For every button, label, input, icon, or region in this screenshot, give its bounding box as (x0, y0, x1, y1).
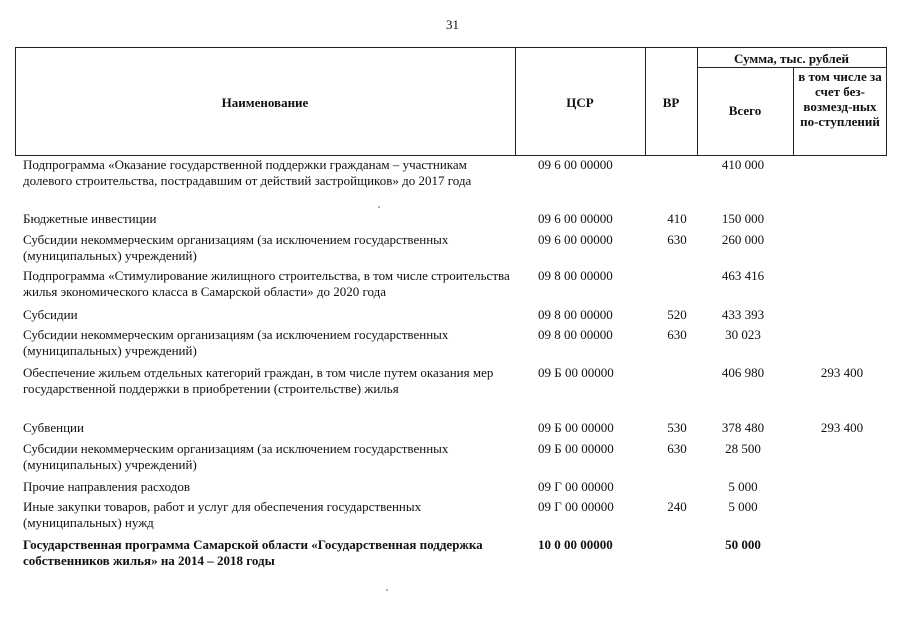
row-csr: 09 6 00 00000 (538, 232, 613, 247)
row-total: 406 980 (721, 365, 765, 380)
row-vr: 410 (667, 211, 687, 226)
row-csr: 09 8 00 00000 (538, 327, 613, 342)
row-name: Иные закупки товаров, работ и услуг для обеспечения государственных (муниципальных) нужд (23, 499, 422, 530)
header-name: Наименование (221, 95, 309, 110)
header-extra: в том числе за счет без-возмезд-ных по-ступлений (798, 69, 882, 129)
row-extra: 293 400 (820, 365, 864, 380)
row-total: 5 000 (728, 499, 758, 514)
col-divider-6 (886, 47, 887, 156)
row-total: 410 000 (721, 157, 765, 172)
row-csr: 09 Б 00 00000 (538, 365, 614, 380)
row-name: Субвенции (23, 420, 84, 435)
row-csr: 09 Б 00 00000 (538, 441, 614, 456)
row-csr: 09 8 00 00000 (538, 268, 613, 283)
row-csr: 09 Б 00 00000 (538, 420, 614, 435)
row-csr: 09 8 00 00000 (538, 307, 613, 322)
scan-speck (386, 589, 388, 591)
row-csr: 09 Г 00 00000 (538, 479, 614, 494)
header-vr: ВР (662, 95, 680, 110)
row-total: 260 000 (721, 232, 765, 247)
row-vr: 520 (667, 307, 687, 322)
row-name: Подпрограмма «Стимулирование жилищного строительства, в том числе строительства жилья экономического класса в Самарской области» до 2020 года (23, 268, 510, 299)
row-name: Субсидии некоммерческим организациям (за исключением государственных (муниципальных) учреждений) (23, 232, 449, 263)
row-total: 150 000 (721, 211, 765, 226)
row-vr: 530 (667, 420, 687, 435)
header-bottom-border (15, 155, 886, 156)
row-total: 30 023 (725, 327, 761, 342)
page-number: 31 (446, 17, 459, 32)
col-divider-5 (793, 67, 794, 156)
row-name: Обеспечение жильем отдельных категорий граждан, в том числе путем оказания мер государственной поддержки в приобретении (строительстве) жилья (23, 365, 494, 396)
row-vr: 630 (667, 327, 687, 342)
row-vr: 630 (667, 441, 687, 456)
row-vr: 240 (667, 499, 687, 514)
row-total: 50 000 (725, 537, 761, 552)
header-top-border (15, 47, 886, 48)
row-name: Подпрограмма «Оказание государственной поддержки гражданам – участникам долевого строительства, пострадавшим от действий застройщиков» до 2017 года (23, 157, 472, 188)
row-name: Прочие направления расходов (23, 479, 190, 494)
row-vr: 630 (667, 232, 687, 247)
row-name: Субсидии некоммерческим организациям (за исключением государственных (муниципальных) учреждений) (23, 441, 449, 472)
row-total: 28 500 (725, 441, 761, 456)
row-name: Субсидии некоммерческим организациям (за исключением государственных (муниципальных) учреждений) (23, 327, 449, 358)
row-csr: 09 Г 00 00000 (538, 499, 614, 514)
row-csr: 09 6 00 00000 (538, 157, 613, 172)
scan-speck (378, 206, 380, 208)
row-csr: 09 6 00 00000 (538, 211, 613, 226)
row-name: Субсидии (23, 307, 78, 322)
row-name: Государственная программа Самарской области «Государственная поддержка собственников жилья» на 2014 – 2018 годы (23, 537, 483, 568)
row-name: Бюджетные инвестиции (23, 211, 157, 226)
row-total: 5 000 (728, 479, 758, 494)
header-csr: ЦСР (566, 95, 594, 110)
header-sum-group: Сумма, тыс. рублей (734, 51, 849, 66)
row-total: 433 393 (721, 307, 765, 322)
row-total: 463 416 (721, 268, 765, 283)
sum-group-divider (697, 67, 886, 68)
row-extra: 293 400 (820, 420, 864, 435)
row-csr: 10 0 00 00000 (538, 537, 613, 552)
header-total: Всего (728, 103, 762, 118)
row-total: 378 480 (721, 420, 765, 435)
